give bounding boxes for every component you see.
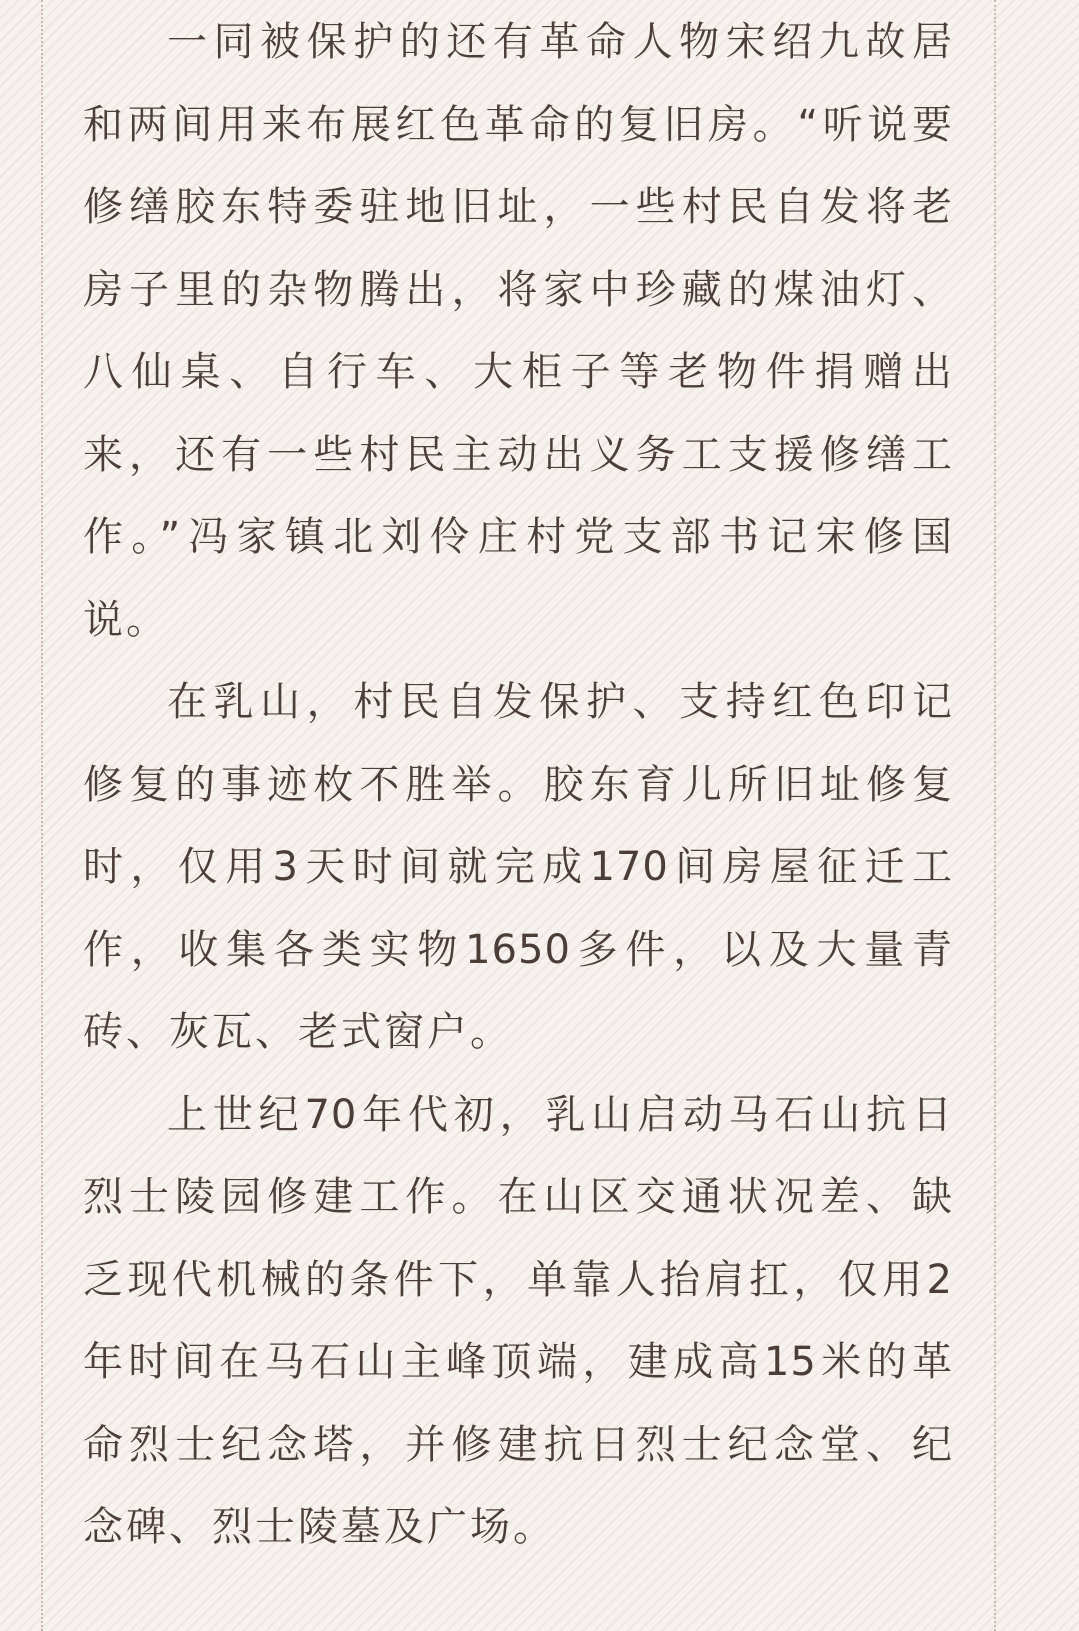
paragraph-line: 时，仅用3天时间就完成170间房屋征迁工 — [83, 844, 953, 890]
paragraph-3 — [83, 1074, 953, 1569]
paragraph-line: 一同被保护的还有革命人物宋绍九故居 — [167, 19, 953, 65]
paragraph-line: 烈士陵园修建工作。在山区交通状况差、缺 — [83, 1174, 953, 1220]
paragraph-2 — [83, 661, 953, 1074]
paragraph-1 — [83, 1, 953, 661]
paragraph-line: 命烈士纪念塔，并修建抗日烈士纪念堂、纪 — [83, 1421, 953, 1468]
paragraph-line: 房子里的杂物腾出，将家中珍藏的煤油灯、 — [83, 266, 953, 313]
paragraph-line: 和两间用来布展红色革命的复旧房。“听说要 — [83, 101, 953, 148]
paragraph-line: 来，还有一些村民主动出义务工支援修缮工 — [83, 431, 953, 478]
paragraph-line: 砖、灰瓦、老式窗户。 — [83, 1009, 513, 1055]
paragraph-line: 年时间在马石山主峰顶端，建成高15米的革 — [83, 1339, 953, 1385]
right-dotted-border — [994, 0, 996, 1631]
article-body — [83, 1, 953, 1569]
paragraph-line: 乏现代机械的条件下，单靠人抬肩扛，仅用2 — [83, 1256, 953, 1303]
paragraph-line: 作。”冯家镇北刘伶庄村党支部书记宋修国 — [83, 514, 953, 560]
paragraph-line: 念碑、烈士陵墓及广场。 — [83, 1504, 556, 1550]
paragraph-line: 在乳山，村民自发保护、支持红色印记 — [167, 679, 953, 725]
paragraph-line: 上世纪70年代初，乳山启动马石山抗日 — [167, 1091, 953, 1138]
left-dotted-border — [41, 0, 43, 1631]
paragraph-line: 作，收集各类实物1650多件，以及大量青 — [83, 926, 953, 973]
paragraph-line: 修缮胶东特委驻地旧址，一些村民自发将老 — [83, 184, 953, 230]
paragraph-line: 说。 — [83, 596, 169, 643]
paragraph-line: 八仙桌、自行车、大柜子等老物件捐赠出 — [83, 349, 953, 395]
paragraph-line: 修复的事迹枚不胜举。胶东育儿所旧址修复 — [83, 761, 953, 808]
